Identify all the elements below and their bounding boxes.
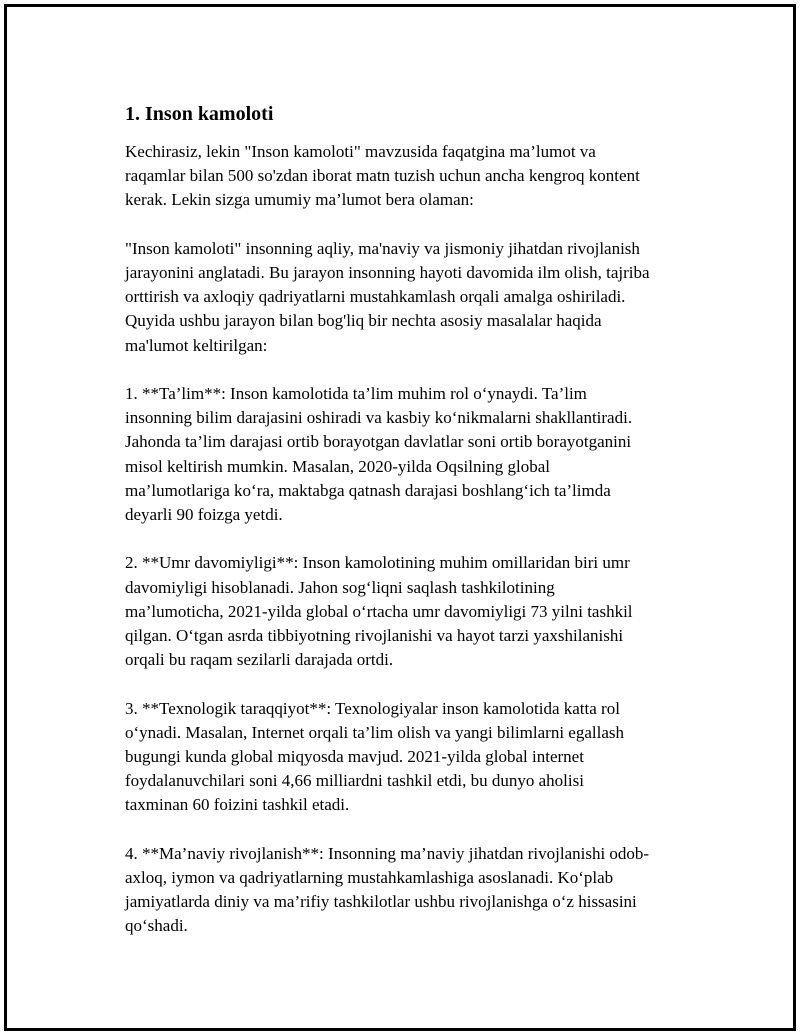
intro-paragraph: Kechirasiz, lekin "Inson kamoloti" mavzusida faqatgina ma’lumot va raqamlar bilan 500 so'zdan iborat matn tuzish uchun ancha kengroq kontent kerak. Lekin sizga umumiy ma’lumot bera olaman: xyxy=(125,142,640,210)
document-page xyxy=(4,4,796,1031)
document-body xyxy=(120,101,710,963)
definition-paragraph: "Inson kamoloti" insonning aqliy, ma'naviy va jismoniy jihatdan rivojlanish jarayonini anglatadi. Bu jarayon insonning hayoti davomida ilm olish, tajriba orttirish va axloqiy qadriyatlarni mustahkamlash orqali amalga oshiriladi. Quyida ushbu jarayon bilan bog'liq bir nechta asosiy masalalar haqida ma'lumot keltirilgan: xyxy=(125,238,650,355)
life-expectancy-paragraph: 2. **Umr davomiyligi**: Inson kamolotining muhim omillaridan biri umr davomiyligi hisoblanadi. Jahon sog‘liqni saqlash tashkilotining ma’lumoticha, 2021-yilda global o‘rtacha umr davomiyligi 73 yilni tashkil qilgan. O‘tgan asrda tibbiyotning rivojlanishi va hayot tarzi yaxshilanishi orqali bu raqam sezilarli darajada ortdi. xyxy=(125,553,633,670)
technology-paragraph: 3. **Texnologik taraqqiyot**: Texnologiyalar inson kamolotida katta rol o‘ynadi. Masalan, Internet orqali ta’lim olish va yangi bilimlarni egallash bugungi kunda global miqyosda mavjud. 2021-yilda global internet foydalanuvchilari soni 4,66 milliardni tashkil etdi, bu dunyo aholisi taxminan 60 foizini tashkil etadi. xyxy=(125,698,625,815)
section-heading: 1. Inson kamoloti xyxy=(125,103,274,125)
spiritual-development-paragraph: 4. **Ma’naviy rivojlanish**: Insonning ma’naviy jihatdan rivojlanishi odob- axloq, iymon va qadriyatlarning mustahkamlashiga asoslanadi. Ko‘plab jamiyatlarda diniy va ma’rifiy tashkilotlar ushbu rivojlanishga o‘z hissasini qo‘shadi. xyxy=(125,843,650,936)
education-paragraph: 1. **Ta’lim**: Inson kamolotida ta’lim muhim rol o‘ynaydi. Ta’lim insonning bilim darajasini oshiradi va kasbiy ko‘nikmalarni shakllantiradi. Jahonda ta’lim darajasi ortib borayotgan davlatlar soni ortib borayotganini misol keltirish mumkin. Masalan, 2020-yilda Oqsilning global ma’lumotlariga ko‘ra, maktabga qatnash darajasi boshlang‘ich ta’limda deyarli 90 foizga yetdi. xyxy=(125,384,633,525)
